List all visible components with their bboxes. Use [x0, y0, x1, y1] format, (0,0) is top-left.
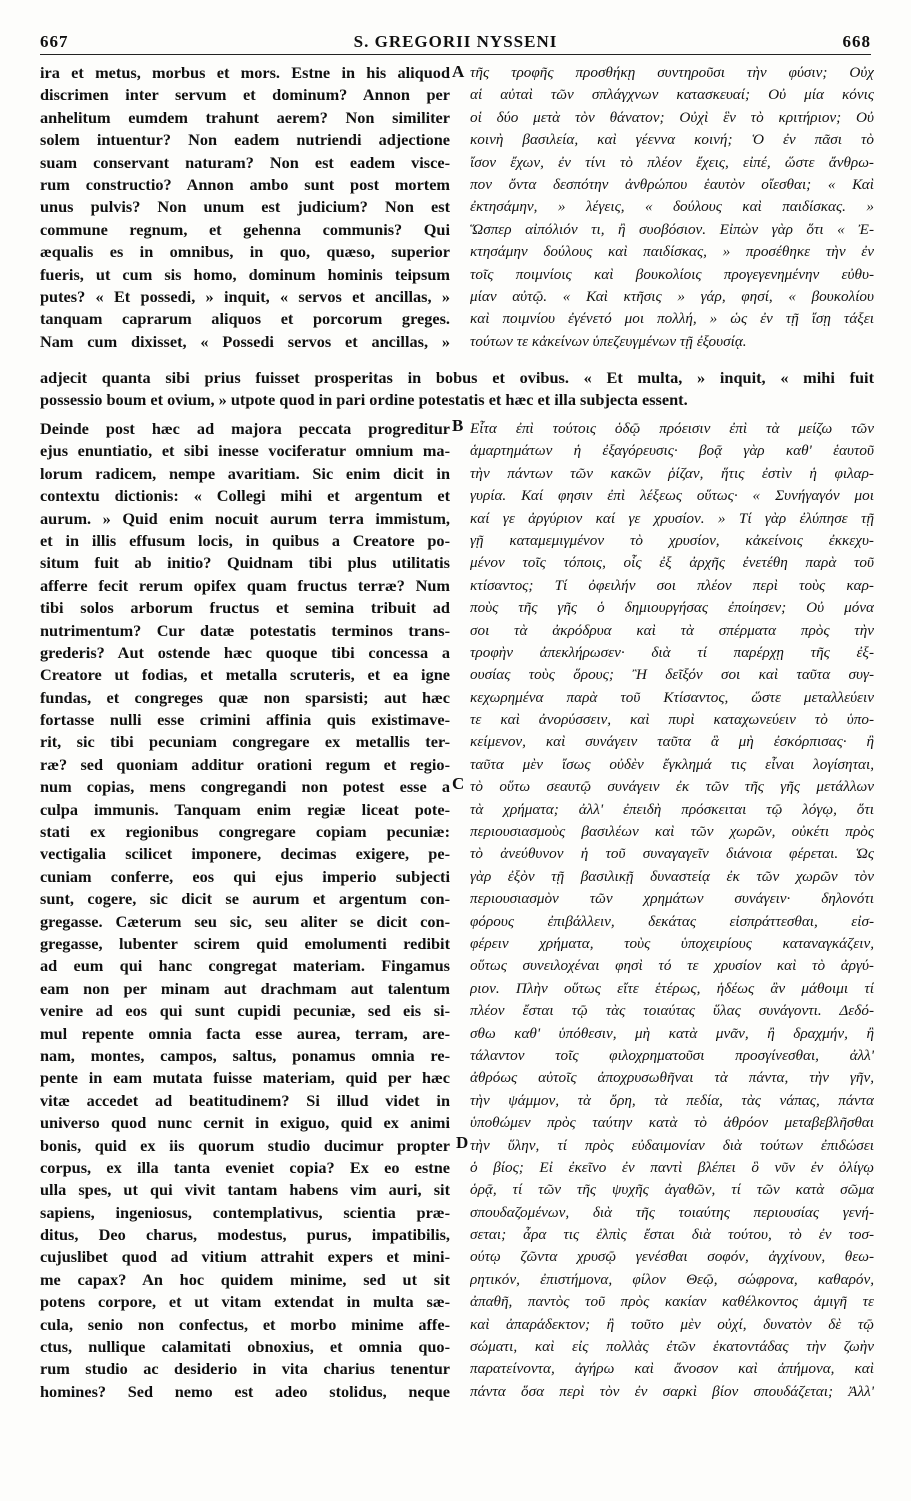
text-line: τὴν ψάμμον, τὰ ὄρη, τὰ πεδία, τὰς νάπας, πάντα: [470, 1091, 874, 1109]
text-line: κτησάμην δούλους καὶ παιδίσκας, » προσέθηκε τὴν ἐν: [470, 243, 874, 261]
text-line: τῆς τροφῆς προσθήκῃ συντηροῦσι τὴν φύσιν; Οὐχ: [470, 64, 874, 81]
text-line: Creatore ut fodias, et metalla scruteris, et ea igne: [40, 665, 450, 685]
text-line: γῇ καταμεμιγμένον τὸ χρυσίον, κἀκείνοις ἐκκεχυ-: [470, 531, 874, 549]
text-line: Εἶτα ἐπὶ τούτοις ὁδῷ πρόεισιν ἐπὶ τὰ μείζω τῶν: [470, 420, 874, 437]
text-line: stati ex regionibus congregare copiam pecuniæ:: [40, 822, 450, 842]
latin-column-top: [40, 62, 450, 353]
text-line: φόρους ἐπιβάλλειν, δεκάτας εἰσπράττεσθαι, εἰσ-: [470, 912, 874, 930]
text-line: ἴσον ἔχων, ἐν τίνι τὸ πλέον ἔχεις, εἰπέ, ὥστε ἄνθρω-: [470, 153, 874, 171]
text-line: τοῖς ποιμνίοις καὶ βουκολίοις προγεγενημένην εὐθυ-: [470, 265, 874, 283]
text-line: gregasse. Cæterum seu sic, seu aliter se dicit con-: [40, 911, 450, 931]
text-line: σεται; ἆρα τις ἐλπὶς ἔσται διὰ τούτου, τὸ ἐν τοσ-: [470, 1226, 874, 1244]
text-line: eam non per minam aut drachmam aut talentum: [40, 978, 450, 998]
text-line: situm fuit ab initio? Quidnam tibi plus utilitatis: [40, 553, 450, 573]
text-line: γυρία. Καί φησιν ἐπὶ λέξεως οὕτως· « Συνήγαγόν μοι: [470, 487, 874, 505]
text-line: possessio boum et ovium, » utpote quod in pari ordine potestatis et hæc et illa subjecta essent.: [40, 390, 688, 410]
text-line: homines? Sed nemo est adeo stolidus, neque: [40, 1381, 450, 1401]
text-line: aurum. » Quid enim nocuit aurum terra immistum,: [40, 508, 450, 528]
text-line: pente in eam mutata fuisse materiam, quid per hæc: [40, 1068, 450, 1088]
text-line: vitæ accedet ad beatitudinem? Si illud videt in: [40, 1090, 450, 1110]
text-line: unus pulvis? Non unum est judicium? Non est: [40, 197, 450, 217]
text-line: sunt, cogere, sic dicit se aurum et argentum con-: [40, 889, 450, 909]
text-line: πον ὄντα δεσπότην ἀνθρώπου ἑαυτὸν οἴεσθαι; « Καὶ: [470, 175, 874, 193]
text-line: corpus, ex illa tanta eveniet copia? Ex eo estne: [40, 1157, 450, 1177]
text-line: σοι τὰ ἀκρόδρυα καὶ τὰ σπέρματα πρὸς τὴν: [470, 621, 874, 639]
text-line: ἀπαθῆ, παντὸς τοῦ πρὸς κακίαν καθέλκοντος ἀμιγῆ τε: [470, 1293, 874, 1311]
text-line: κεχωρημένα παρὰ τοῦ Κτίσαντος, ὥστε μεταλλεύειν: [470, 688, 874, 706]
text-line: ούτῳ ζῶντα χρυσῷ γενέσθαι σοφόν, ἀγχίνουν, θεω-: [470, 1248, 874, 1266]
text-line: καὶ ποιμνίου ἐγένετό μοι πολλή, » ὡς ἐν τῇ ἴσῃ τάξει: [470, 310, 874, 328]
text-line: τὴν ὕλην, τί πρὸς εὐδαιμονίαν διὰ τούτων ἐπιδώσει: [470, 1136, 874, 1154]
latin-fullwidth-lines: [40, 367, 874, 412]
text-line: τὰ χρήματα; ἀλλ' ἐπειδὴ πρόσκειται τῷ λόγῳ, ὅτι: [470, 800, 874, 818]
text-line: rum studio ac desiderio in vita charius tenentur: [40, 1359, 450, 1379]
text-line: ἀθρόως αὐτοῖς ἀποχρυσωθῆναι τὰ πάντα, τὴν γῆν,: [470, 1069, 874, 1087]
text-line: tanquam caprarum aliquos et porcorum greges.: [40, 309, 450, 329]
latin-column-bottom: [40, 418, 450, 1403]
text-line: ὁρᾷ, τί τῶν τῆς ψυχῆς ἀγαθῶν, τί τῶν κατὰ σῶμα: [470, 1181, 874, 1199]
page-number-left: 667: [40, 32, 69, 51]
text-line: ποὺς τῆς γῆς ὁ δημιουργήσας ἐποίησεν; Οὐ μόνα: [470, 599, 874, 617]
text-line: τε καὶ ἀνορύσσειν, καὶ πυρὶ καταχωνεύειν τὸ ὑπο-: [470, 711, 874, 729]
text-line: cuniam conferre, eos qui ejus imperio subjecti: [40, 866, 450, 886]
text-line: οὕτως συνειλοχέναι φησὶ τό τε χρυσίον καὶ τὸ ἀργύ-: [470, 957, 874, 975]
text-line: cula, senio non confectus, et morbo minime affe-: [40, 1314, 450, 1334]
text-line: μένον τοῖς τόποις, οἷς ἐξ ἀρχῆς ἐνετέθη παρὰ τοῦ: [470, 554, 874, 572]
text-line: τὸ οὕτω σεαυτῷ συνάγειν ἐκ τῶν τῆς γῆς μετάλλων: [470, 778, 874, 796]
text-line: πλέον ἔσται τῷ τὰς τοιαύτας ὕλας συνάγοντι. Δεδό-: [470, 1002, 874, 1020]
text-line: ἐκτησάμην, » λέγεις, « δούλους καὶ παιδίσκας. »: [470, 198, 874, 216]
text-line: ουσίας τοὺς ὅρους; Ἢ δεῖξόν σοι καὶ ταῦτα συγ-: [470, 666, 874, 684]
text-line: nutrimentum? Cur datæ potestatis terminos trans-: [40, 620, 450, 640]
text-line: fueris, ut cum sis homo, dominum hominis teipsum: [40, 264, 450, 284]
text-line: universo quod nunc cernit in exiguo, quid ex animi: [40, 1113, 450, 1133]
section-marker-a: A: [452, 62, 465, 81]
text-line: Nam cum dixisset, « Possedi servos et ancillas, »: [40, 331, 450, 351]
text-line: μίαν αὐτῷ. « Καὶ κτῆσις » γάρ, φησί, « βουκολίου: [470, 287, 874, 305]
text-line: fundas, et congreges quæ non sparsisti; aut hæc: [40, 687, 450, 707]
text-line: σπουδαζομένων, διὰ τῆς τοιαύτης περιουσίας γενή-: [470, 1203, 874, 1221]
text-line: ταῦτα μὲν ἴσως οὐδὲν ἔγκλημά τις εἶναι λογίσηται,: [470, 755, 874, 773]
text-line: ejus enuntiatio, et sibi inesse vociferatur omnium ma-: [40, 441, 450, 461]
text-line: ulla spes, ut qui vivit tantam habens vim auri, sit: [40, 1180, 450, 1200]
text-line: ira et metus, morbus et mors. Estne in his aliquod: [40, 63, 450, 82]
text-line: et in illis effusum locis, in quibus a Creatore po-: [40, 530, 450, 550]
text-line: τροφὴν ἀπεκλήρωσεν· διὰ τί παρέρχῃ τῆς ἐξ-: [470, 643, 874, 661]
text-line: ditus, Deo charus, modestus, purus, impatibilis,: [40, 1225, 450, 1245]
text-line: Ὥσπερ αἰπόλιόν τι, ἢ συοβόσιον. Εἰπὼν γὰρ ὅτι « Ἐ-: [470, 220, 874, 238]
text-line: γὰρ ἐξὸν τῇ βασιλικῇ δυναστείᾳ ἐκ τῶν χωρῶν τὸν: [470, 867, 874, 885]
text-line: κείμενον, καὶ συνάγειν ταῦτα ἃ μὴ ἐσκόρπισας· ἢ: [470, 733, 874, 751]
text-line: ριον. Πλὴν οὕτως εἴτε ἑτέρως, ἡδέως ἂν μάθοιμι τί: [470, 979, 874, 997]
text-line: τούτων τε κἀκείνων ὑπεζευγμένων τῇ ἐξουσίᾳ.: [470, 332, 747, 350]
text-line: cujuslibet quod ad vitium attrahit expers et mini-: [40, 1247, 450, 1267]
text-line: σώματι, καὶ εἰς πολλὰς ἐτῶν ἑκατοντάδας τὴν ζωὴν: [470, 1338, 874, 1356]
text-line: discrimen inter servum et dominum? Annon per: [40, 85, 450, 105]
text-line: σθω καθ' ὑπόθεσιν, μὴ κατὰ μνᾶν, ἢ δραχμήν, ἢ: [470, 1024, 874, 1042]
text-line: παρατείνοντα, ἀγήρω καὶ ἄνοσον καὶ ἀπήμονα, καὶ: [470, 1360, 874, 1378]
text-line: κτίσαντος; Τί ὀφειλήν σοι πλέον περὶ τοὺς καρ-: [470, 576, 874, 594]
text-line: ræ? sed quoniam additur orationi regum et regio-: [40, 754, 450, 774]
text-line: gregasse, lubenter scirem quid emolumenti redibit: [40, 933, 450, 953]
text-line: ἁμαρτημάτων ἡ ἐξαγόρευσις· βοᾷ γὰρ καθ' ἑαυτοῦ: [470, 442, 874, 460]
text-line: περιουσιασμοὺς βασιλέων καὶ τῶν χωρῶν, οὐκέτι πρὸς: [470, 823, 874, 841]
text-line: lorum radicem, nempe avaritiam. Sic enim dicit in: [40, 463, 450, 483]
text-line: putes? « Et possedi, » inquit, « servos et ancillas, »: [40, 286, 450, 306]
text-line: nam, montes, campos, saltus, ponamus omnia re-: [40, 1045, 450, 1065]
greek-column-bottom: [470, 418, 874, 1403]
text-line: culpa immunis. Tanquam enim regiæ liceat pote-: [40, 799, 450, 819]
text-line: αἱ αὐταὶ τῶν σπλάγχνων κατασκευαί; Οὐ μία κόνις: [470, 86, 874, 104]
text-line: solem intuentur? Non eadem nutriendi adjectione: [40, 130, 450, 150]
text-line: bonis, quid ex iis quorum studio ducimur propter: [40, 1135, 450, 1155]
section-marker-b: B: [452, 416, 464, 435]
text-line: æqualis es in omnibus, in quo, quæso, superior: [40, 242, 450, 262]
text-line: adjecit quanta sibi prius fuisset prosperitas in bobus et ovibus. « Et multa, » inquit, « mihi fuit: [40, 368, 874, 387]
section-marker-d: D: [456, 1133, 469, 1152]
text-line: potens corpore, et ut vitam extendat in multa sæ-: [40, 1292, 450, 1312]
text-line: ὑποθώμεν πρὸς ταύτην κατὰ τὸ ἀθρόον μεταβεβλῆσθαι: [470, 1114, 874, 1132]
text-line: περιουσιασμὸν τῶν χρημάτων συνάγειν· δηλονότι: [470, 890, 874, 908]
text-line: ὁ βίος; Εἰ ἐκεῖνο ἐν παντὶ βλέπει ὃ νῦν ἐν ὀλίγῳ: [470, 1158, 874, 1176]
text-line: tibi solos arborum fructus et semina tribuit ad: [40, 598, 450, 618]
text-line: rum constructio? Annon ambo sunt post mortem: [40, 174, 450, 194]
text-line: commune regnum, et gehenna communis? Qui: [40, 219, 450, 239]
text-line: fortasse nulli esse crimini affinia quis existimave-: [40, 710, 450, 730]
text-line: afferre fecit rerum opifex quam fructus terræ? Num: [40, 575, 450, 595]
text-line: καὶ ἀπαράδεκτον; ἢ τοῦτο μὲν οὐχί, δυνατὸν δὲ τῷ: [470, 1315, 874, 1333]
text-line: καί γε ἀργύριον καί γε χρυσίον. » Τί γὰρ ἐλύπησε τῇ: [470, 509, 874, 527]
text-line: sapiens, ingeniosus, contemplativus, scientia præ-: [40, 1202, 450, 1222]
running-header: [40, 30, 871, 55]
text-line: Deinde post hæc ad majora peccata progreditur: [40, 419, 450, 438]
text-line: contextu dictionis: « Collegi mihi et argentum et: [40, 486, 450, 506]
text-line: πάντα ὅσα περὶ τὸν ἐν σαρκὶ βίον σπουδάζεται; Ἀλλ': [470, 1382, 874, 1400]
text-line: num copias, mens congregandi non potest esse a: [40, 777, 450, 797]
text-line: ρητικόν, ἐπιστήμονα, φίλον Θεῷ, σώφρονα, καθαρόν,: [470, 1270, 874, 1288]
text-line: anhelitum eumdem trahunt aerem? Non similiter: [40, 107, 450, 127]
text-line: ctus, nullique calamitati obnoxius, et omnia quo-: [40, 1337, 450, 1357]
text-line: rit, sic tibi pecuniam congregare ex metallis ter-: [40, 732, 450, 752]
text-line: κοινὴ βασιλεία, καὶ γέεννα κοινή; Ὁ ἐν πᾶσι τὸ: [470, 131, 874, 149]
text-line: τὴν πάντων τῶν κακῶν ῥίζαν, ἥτις ἐστὶν ἡ φιλαρ-: [470, 464, 874, 482]
text-line: me capax? An hoc quidem minime, sed ut sit: [40, 1269, 450, 1289]
text-line: venire ad eos qui sunt cupidi pecuniæ, sed eis si-: [40, 1001, 450, 1021]
text-line: grederis? Aut ostende hæc quoque tibi concessa a: [40, 642, 450, 662]
text-line: φέρειν χρήματα, τοὺς ὑποχειρίους καταναγκάζειν,: [470, 934, 874, 952]
text-line: mul repente omnia facta esse aurea, terram, are-: [40, 1023, 450, 1043]
text-line: τάλαντον τοῖς φιλοχρηματοῦσι προσγίνεσθαι, ἀλλ': [470, 1046, 874, 1064]
text-line: ad eum qui hanc congregat materiam. Fingamus: [40, 956, 450, 976]
text-line: suam conservant naturam? Non est eadem visce-: [40, 152, 450, 172]
section-marker-c: C: [452, 774, 465, 793]
text-line: οἱ δύο μετὰ τὸν θάνατον; Οὐχὶ ἓν τὸ κριτήριον; Οὐ: [470, 108, 874, 126]
greek-column-top: [470, 62, 874, 353]
page-number-right: 668: [842, 32, 871, 51]
running-title: S. GREGORII NYSSENI: [353, 32, 558, 51]
text-line: τὸ ἀνεύθυνον ἡ τοῦ συναγαγεῖν διάνοια φέρεται. Ὡς: [470, 845, 874, 863]
text-line: vectigalia scilicet imponere, decimas exigere, pe-: [40, 844, 450, 864]
